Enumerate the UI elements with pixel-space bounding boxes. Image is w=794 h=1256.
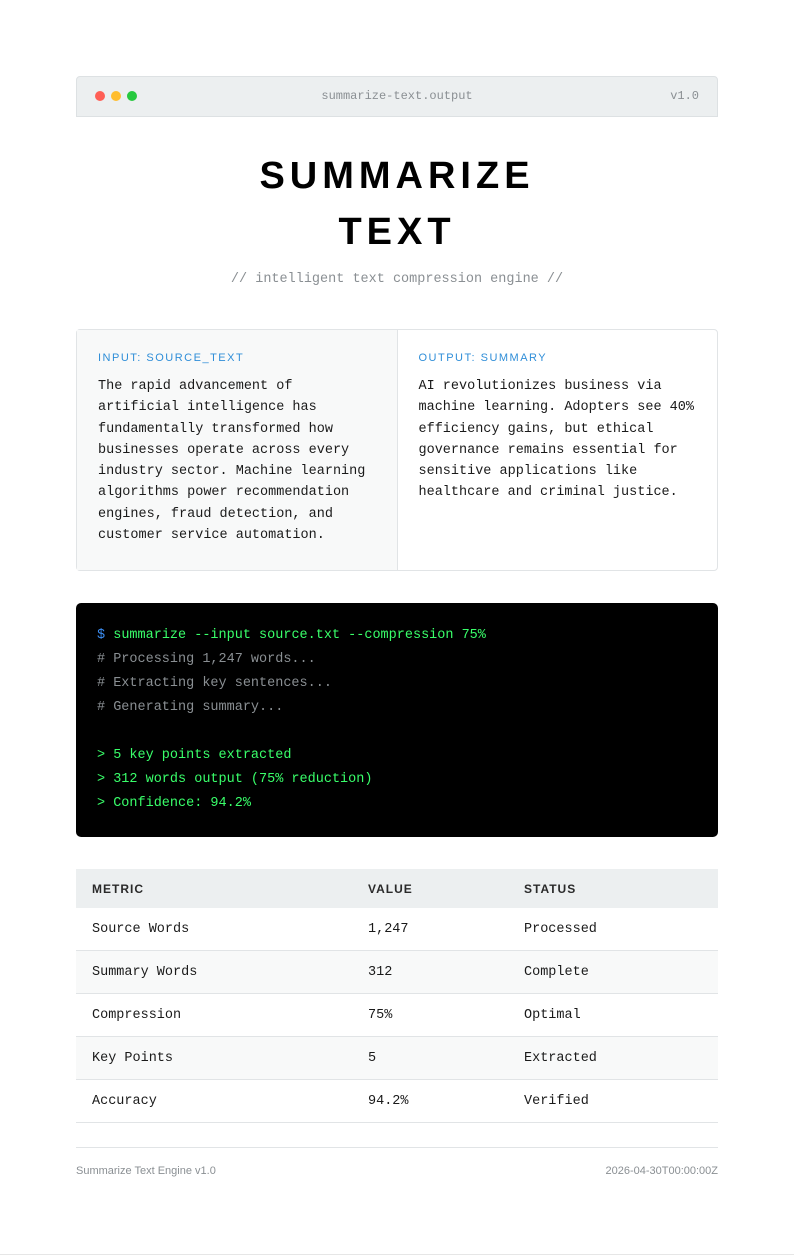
page-bottom-divider: [0, 1254, 794, 1255]
page-title-line-2: TEXT: [338, 211, 456, 253]
terminal-result-line: > Confidence: 94.2%: [97, 796, 251, 811]
text-panels: [76, 329, 718, 571]
value-cell: 5: [352, 1037, 508, 1080]
input-source-text: The rapid advancement of artificial intelligence has fundamentally transformed how businesses operate across every industry sector. Machine learning algorithms power recommendation engines, fraud detection, and customer service automation.: [98, 379, 366, 544]
terminal-comment-line: # Generating summary...: [97, 700, 284, 715]
terminal-result-line: > 5 key points extracted: [97, 748, 292, 763]
table-row: [76, 908, 718, 951]
output-panel: [398, 330, 718, 570]
terminal-blank-line: [97, 720, 697, 744]
footer-engine-name: Summarize Text Engine v1.0: [76, 1165, 216, 1177]
status-cell: Optimal: [508, 994, 718, 1037]
metrics-table: [76, 869, 718, 1123]
status-cell: Processed: [508, 908, 718, 951]
metric-cell: Accuracy: [76, 1080, 352, 1123]
terminal-result-line: > 312 words output (75% reduction): [97, 772, 373, 787]
terminal-command-line: [97, 624, 697, 648]
value-cell: 94.2%: [352, 1080, 508, 1123]
metric-cell: Summary Words: [76, 951, 352, 994]
terminal-command: summarize --input source.txt --compression 75%: [113, 628, 486, 643]
terminal-comment-line: # Extracting key sentences...: [97, 676, 332, 691]
input-panel: [77, 330, 398, 570]
window-title: summarize-text.output: [321, 89, 473, 103]
status-cell: Complete: [508, 951, 718, 994]
page-subtitle: // intelligent text compression engine //: [230, 272, 564, 287]
terminal-output: [76, 603, 718, 837]
value-cell: 312: [352, 951, 508, 994]
value-cell: 1,247: [352, 908, 508, 951]
page-title: [76, 148, 718, 260]
table-row: [76, 1080, 718, 1123]
output-summary-text: AI revolutionizes business via machine learning. Adopters see 40% efficiency gains, but ethical governance remains essential for sensitive applications like healthcare and criminal justice.: [418, 379, 694, 501]
window-titlebar: [76, 76, 718, 117]
column-header-status: STATUS: [508, 869, 718, 908]
footer-timestamp: 2026-04-30T00:00:00Z: [605, 1165, 718, 1177]
metric-cell: Source Words: [76, 908, 352, 951]
terminal-comment-line: # Processing 1,247 words...: [97, 652, 316, 667]
table-row: [76, 951, 718, 994]
table-row: [76, 1037, 718, 1080]
metric-cell: Key Points: [76, 1037, 352, 1080]
status-cell: Extracted: [508, 1037, 718, 1080]
column-header-metric: METRIC: [76, 869, 352, 908]
footer-divider: [76, 1147, 718, 1148]
input-panel-label: INPUT: SOURCE_TEXT: [98, 352, 245, 364]
column-header-value: VALUE: [352, 869, 508, 908]
output-panel-label: OUTPUT: SUMMARY: [418, 352, 548, 364]
table-header-row: [76, 869, 718, 908]
version-label: v1.0: [670, 89, 699, 103]
metric-cell: Compression: [76, 994, 352, 1037]
status-cell: Verified: [508, 1080, 718, 1123]
page-title-line-1: SUMMARIZE: [259, 155, 535, 197]
value-cell: 75%: [352, 994, 508, 1037]
terminal-prompt: $: [97, 628, 106, 643]
table-row: [76, 994, 718, 1037]
